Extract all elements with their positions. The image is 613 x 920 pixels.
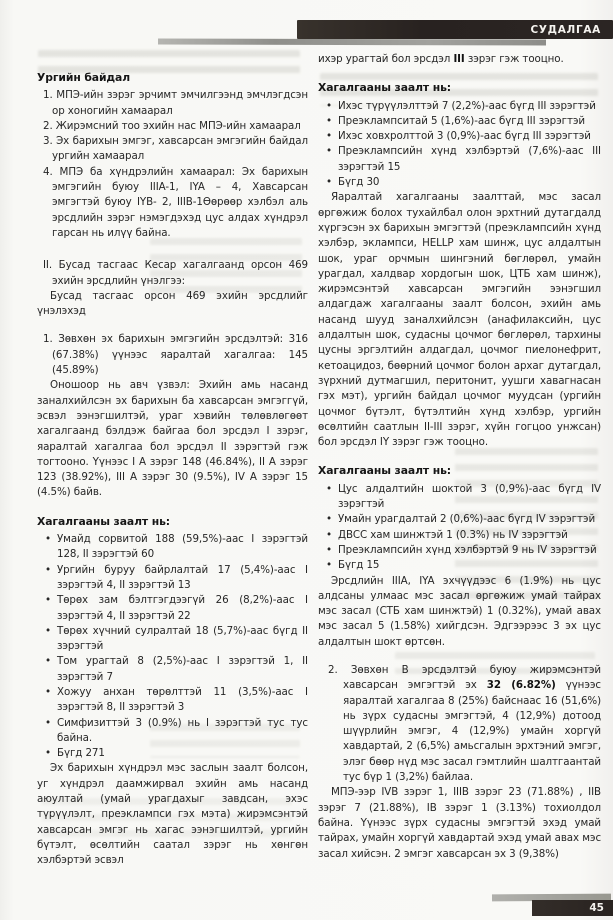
bullet-item: • Бүгд 30 (318, 175, 601, 190)
bullet-item: • Хожуу анхан төрөлттэй 11 (3,5%)-аас I зэрэгтэй 8, II зэрэгтэй 3 (37, 685, 308, 716)
paragraph: Эх барихын хүндрэл мэс заслын заалт болсон, уг хүндрэл даамжирвал эхийн амь насанд аюултай (умай урагдахыг завдсан, эхэс түрүүлэлт, преэклампси гэх мэта) жирэмсэнтэй хавсарсан эмгэг нь хагас ээнэгшилтэй, ургийн бүтэлт, өсөлтийн саатал зэрэг нь хөнгөн хэлбэртэй эсвэл (37, 762, 308, 867)
left-column (37, 70, 308, 869)
numbered-item (318, 663, 601, 785)
paragraph: Оношоор нь авч үзвэл: Эхийн амь насанд заналхийлсэн эх барихын ба хавсарсан эмгэггүй, эсвэл ээнэгшилтэй, ураг хэвийн төлөвлөгөөт хагалгаанд бэлдэж байгаа бол эрсдэл I зэрэг, яаралтай хагалгаа бол эрсдэл II зэрэгтэй гэж тогтооно. Үүнээс I А зэрэг 148 (46.84%), II А зэрэг 123 (38.92%), III А зэрэг 30 (9.5%), IV А зэрэг 15 (4.5%) байв. (37, 379, 308, 499)
text-run: ихэр урагтай бол эрсдэл (318, 53, 454, 65)
section-header-bar (297, 20, 613, 39)
bullet-item: • Том урагтай 8 (2,5%)-аас I зэрэгтэй 1, II зэрэгтэй 7 (37, 654, 308, 685)
right-column (318, 52, 601, 862)
numbered-item: 3. Эх барихын эмгэг, хавсарсан эмгэгийн байдал ургийн хамаарал (43, 135, 308, 163)
bullet-item: • Ихэс ховхролттой 3 (0,9%)-аас бүгд III зэрэгтэй (318, 129, 601, 144)
header-underline-bar (158, 38, 546, 45)
paragraph: МПЭ-ээр IVB зэрэг 1, IIIB зэрэг 23 (71.88%) , IIB зэрэг 7 (21.88%), IB зэрэг 1 (3.13%) тохиолдол байна. Үүнээс зүрх судасны эмгэгтэй эхэд умай тайрах, умайн хоргүй хавдартай эхэд умай авах мэс засал хийсэн. 2 эмгэг хавсарсан эх 3 (9,38%) (318, 786, 601, 860)
bullet-item: • Умайд сорвитой 188 (59,5%)-аас I зэрэгтэй 128, II зэрэгтэй 60 (37, 532, 308, 563)
paragraph (318, 52, 601, 67)
bullet-item: • Ихэс түрүүлэлттэй 7 (2,2%)-аас бүгд III зэрэгтэй (318, 99, 601, 114)
numbered-item: 1. МПЭ-ийн зэрэг эрчимт эмчилгээнд эмчлэгдсэн ор хоногийн хамаарал (43, 89, 308, 117)
bullet-item: • Бүгд 271 (37, 746, 308, 761)
heading-fetal-condition: Ургийн байдал (37, 71, 131, 84)
paragraph: Эрсдлийн IIIA, IYA эхчүүдээс 6 (1.9%) нь цус алдсаны улмаас мэс засал өргөжиж умай тайрах мэс засал (СТБ хам шинжтэй) 1 (0.32%), умай авах мэс засал 5 (1.58%) хийгдсэн. Эдгээрээс 3 эх цус алдалтын шокт өртсөн. (318, 574, 601, 648)
text-run: 2. Зөвхөн В эрсдэлтэй буюу жирэмсэнтэй хавсарсан эмгэгтэй эх (328, 663, 601, 692)
numbered-item-ii: II. Бусад тасгаас Кесар хагалгаанд орсон 469 эхийн эрсдлийн үнэлгээ: (43, 259, 308, 287)
bullet-item: • Цус алдалтийн шоктой 3 (0,9%)-аас бүгд IV зэрэгтэй (318, 482, 601, 513)
bullet-item: • Бүгд 15 (318, 558, 601, 573)
bullet-item: • Умайн урагдалтай 2 (0,6%)-аас бүгд IV зэрэгтэй (318, 512, 601, 527)
bullet-item: • Преэклампсийн хүнд хэлбэртэй 9 нь IV зэрэгтэй (318, 543, 601, 558)
page-number-box (532, 900, 613, 916)
numbered-item: 1. Зөвхөн эх барихын эмгэгийн эрсдэлтэй: 316 (67.38%) үүнээс яаралтай хагалгаа: 145 (45.89%) (43, 333, 308, 377)
paragraph: Бусад тасгаас орсон 469 эхийн эрсдлийг үнэлэхэд (37, 289, 308, 318)
text-run: үүнээс яаралтай хагалгаа 8 (25%) байснаас 16 (51,6%) нь зүрх судасны эмгэгтэй, 4 (12,9%) дотоод шүүрлийн эмгэг, 4 (12,9%) умайн хоргүй хавдартай, 2 (6,5%) амьсгалын эрхтэний эмгэг, элэг бөөр нүд мэс засал гэмтлийн шалтгаантай тус бүр 1 (3,2%) байлаа. (343, 679, 601, 784)
bullet-item: • Преэклампситай 5 (1,6%)-аас бүгд III зэрэгтэй (318, 114, 601, 129)
text-run: зэрэг гэж тооцно. (464, 53, 564, 65)
page-number: 45 (589, 902, 604, 914)
bullet-item: • Төрөх зам бэлтгэгдээгүй 26 (8,2%)-аас I зэрэгтэй 4, II зэрэгтэй 22 (37, 593, 308, 624)
heading-surgery-indications: Хагалгааны заалт нь: (318, 81, 452, 95)
bold-text-run: III (453, 53, 465, 65)
heading-surgery-indications: Хагалгааны заалт нь: (37, 514, 171, 528)
section-header-label: СУДАЛГАА (530, 23, 601, 36)
bullet-item: • Төрөх хүчний сулралтай 18 (5,7%)-аас бүгд II зэрэгтэй (37, 624, 308, 655)
numbered-item: 2. Жирэмсний тоо эхийн нас МПЭ-ийн хамаарал (43, 119, 301, 132)
bullet-item: • Ургийн буруу байрлалтай 17 (5,4%)-аас I зэрэгтэй 4, II зэрэгтэй 13 (37, 563, 308, 594)
numbered-item: 4. МПЭ ба хүндрэлийн хамаарал: Эх барихын эмгэгийн буюу IIIA-1, IYA – 4, Хавсарсан эмгэгтэй буюу IYB- 2, IIIB-1Өөрөөр хэлбэл аль эрсдлийн зэрэг нэмэгдэхэд цус алдах хүндрэл гарсан нь илүү байна. (43, 165, 308, 239)
bullet-item: • Преэклампсийн хүнд хэлбэртэй (7,6%)-аас III зэрэгтэй 15 (318, 144, 601, 175)
bullet-item: • Симфизиттэй 3 (0.9%) нь I зэрэгтэй тус тус байна. (37, 716, 308, 747)
bullet-item: • ДВСС хам шинжтэй 1 (0.3%) нь IV зэрэгтэй (318, 528, 601, 543)
heading-surgery-indications: Хагалгааны заалт нь: (318, 464, 452, 478)
paragraph: Яаралтай хагалгааны заалттай, мэс засал өргөжиж болох тухайлбал олон эрхтний дутагдалд хүргэсэн эх барихын эмгэгтэй (преэклампсийн хүнд хэлбэр, эклампси, HELLP хам шинж, цус алдалтын шок, ураг орчмын шингэний бөглөрөл, умайн урагдал, халдвар хордогын шок, ЦТБ хам шинж), жирэмсэнтэй хавсарсан эмгэгийн ээнэгшил алдагдаж хагалгааны заалт болсон, эхийн амь насанд шууд заналхийлсэн (анафилаксийн, цус алдалтын шок, судасны цочмог бөглөрөл, тархины цусны эргэлтийн алдагдал, цочмог пиелонефрит, кетоацидоз, бөөрний цочмог болон архаг дутагдал, зүрхний дутмагшил, перитонит, уушги хавагнасан гэх мэт), ургийн байдал цочмог муудсан (ургийн цочмог бүтэлт, бүтэлтийн хүнд хэлбэр, ургийн өсөлтийн саатлын II-III зэрэг, хүйн гогцоо унжсан) бол эрсдэл IY зэрэг гэж тооцно. (318, 191, 601, 449)
bold-text-run: 32 (6.82%) (486, 679, 556, 692)
